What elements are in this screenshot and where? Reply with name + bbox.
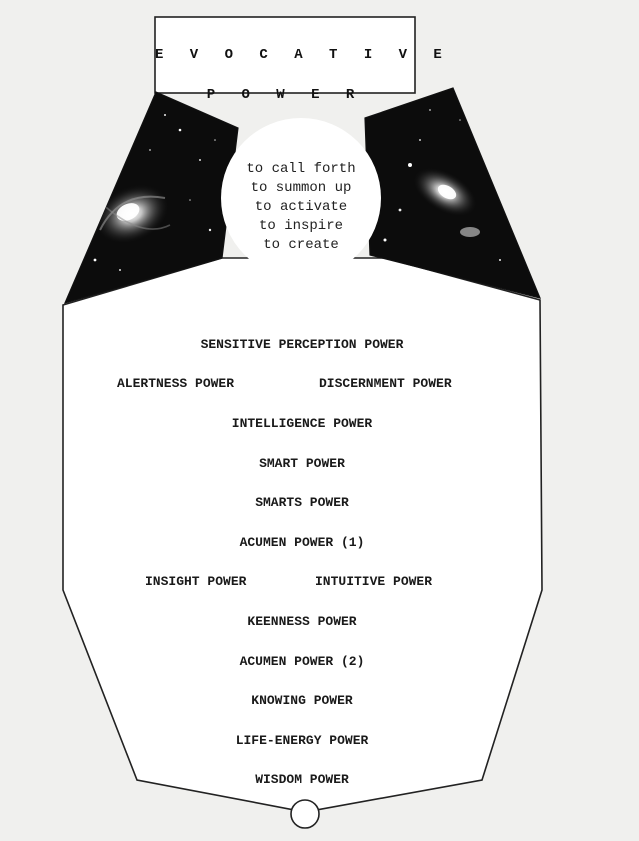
- power-sensitive-perception: SENSITIVE PERCEPTION POWER: [200, 337, 404, 352]
- title-line-2: P O W E R: [206, 87, 364, 103]
- title-line-1: E V O C A T I V E: [155, 47, 451, 63]
- power-insight: INSIGHT POWER: [145, 574, 247, 589]
- verb-item: to call forth: [246, 161, 356, 177]
- power-acumen-2: ACUMEN POWER (2): [239, 654, 365, 669]
- power-smart: SMART POWER: [259, 456, 345, 471]
- power-wisdom: WISDOM POWER: [255, 772, 349, 787]
- power-smarts: SMARTS POWER: [255, 495, 349, 510]
- power-life-energy: LIFE-ENERGY POWER: [235, 733, 369, 748]
- power-alertness: ALERTNESS POWER: [117, 376, 235, 391]
- power-acumen-1: ACUMEN POWER (1): [239, 535, 365, 550]
- power-intuitive: INTUITIVE POWER: [315, 574, 433, 589]
- verb-item: to summon up: [250, 180, 352, 196]
- power-knowing: KNOWING POWER: [251, 693, 353, 708]
- bottom-circle: [291, 800, 319, 828]
- power-intelligence: INTELLIGENCE POWER: [231, 416, 373, 431]
- verb-item: to create: [263, 237, 339, 253]
- verb-item: to inspire: [258, 218, 343, 234]
- verb-item: to activate: [254, 199, 348, 215]
- power-discernment: DISCERNMENT POWER: [319, 376, 452, 391]
- power-keenness: KEENNESS POWER: [247, 614, 357, 629]
